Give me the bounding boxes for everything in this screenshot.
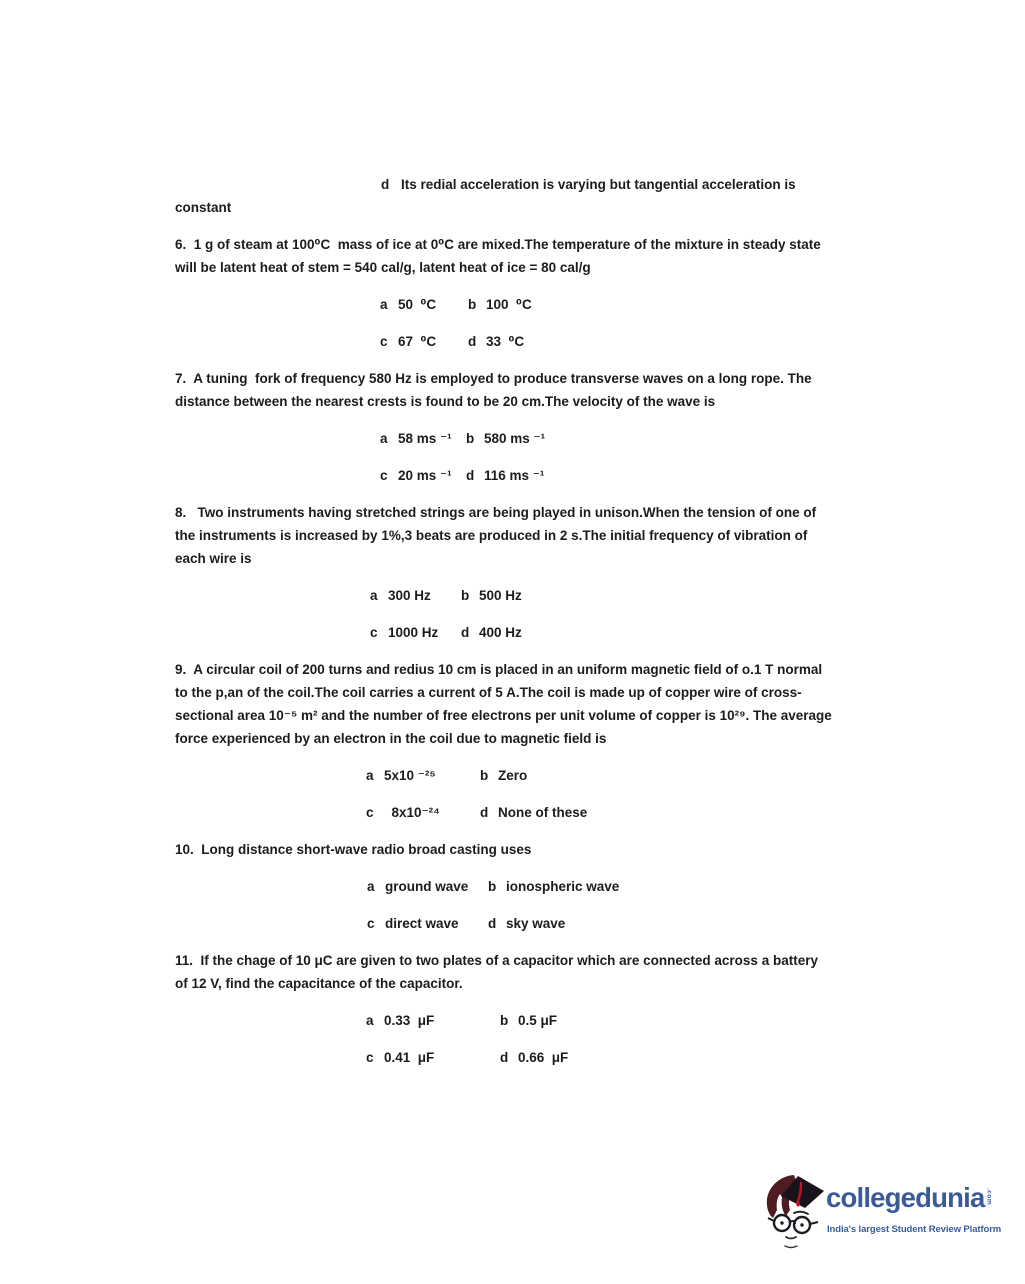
option-text: 33 ⁰C <box>486 334 525 349</box>
text-line: 8. Two instruments having stretched strings are being played in unison.When the tension of one of <box>175 505 817 520</box>
option-letter: d <box>466 468 475 483</box>
option-row <box>175 1046 875 1069</box>
text-line: each wire is <box>175 551 252 566</box>
option-letter: c <box>380 334 388 349</box>
option-letter: b <box>461 588 470 603</box>
text-line: the instruments is increased by 1%,3 beats are produced in 2 s.The initial frequency of vibration of <box>175 528 808 543</box>
option-a <box>380 293 468 316</box>
question-8 <box>175 501 875 644</box>
option-letter: b <box>488 879 497 894</box>
question-11-text <box>175 949 875 995</box>
text-line: 9. A circular coil of 200 turns and redius 10 cm is placed in an uniform magnetic field of o.1 T normal <box>175 662 823 677</box>
option-a <box>370 584 461 607</box>
option-text: 400 Hz <box>479 625 522 640</box>
option-text: 5x10 ⁻²⁵ <box>384 768 436 783</box>
collegedunia-logo <box>758 1168 1008 1272</box>
option-text: 0.41 μF <box>384 1050 435 1065</box>
option-d <box>500 1046 568 1069</box>
option-letter: a <box>366 1013 374 1028</box>
brand-tagline: India's largest Student Review Platform <box>827 1224 1002 1235</box>
question-11 <box>175 949 875 1069</box>
option-text: 8x10⁻²⁴ <box>384 805 440 820</box>
option-letter: d <box>480 805 489 820</box>
option-text: 300 Hz <box>388 588 431 603</box>
option-text: sky wave <box>506 916 566 931</box>
option-letter: b <box>466 431 475 446</box>
option-text: 580 ms ⁻¹ <box>484 431 546 446</box>
option-text: 0.66 μF <box>518 1050 569 1065</box>
option-letter: d <box>381 177 390 192</box>
brand-wordmark-row <box>826 1181 993 1214</box>
option-text: 0.5 μF <box>518 1013 558 1028</box>
text-line: of 12 V, find the capacitance of the capacitor. <box>175 976 463 991</box>
text-line: force experienced by an electron in the coil due to magnetic field is <box>175 731 607 746</box>
option-letter: c <box>366 805 374 820</box>
option-c <box>370 621 461 644</box>
option-letter: a <box>370 588 378 603</box>
option-a <box>366 764 480 787</box>
question-10-text <box>175 838 875 861</box>
option-c <box>366 801 480 824</box>
option-d-continuation <box>175 173 875 219</box>
option-row <box>175 912 875 935</box>
question-7-text <box>175 367 875 413</box>
option-letter: b <box>500 1013 509 1028</box>
option-letter: a <box>366 768 374 783</box>
brand-domain-suffix: .com <box>985 1188 993 1206</box>
option-text: ionospheric wave <box>506 879 620 894</box>
option-letter: b <box>468 297 477 312</box>
text-line: will be latent heat of stem = 540 cal/g, latent heat of ice = 80 cal/g <box>175 260 591 275</box>
question-7 <box>175 367 875 487</box>
question-6 <box>175 233 875 353</box>
option-row <box>175 427 875 450</box>
option-row <box>175 293 875 316</box>
option-d <box>488 912 565 935</box>
text-line: 11. If the chage of 10 μC are given to two plates of a capacitor which are connected across a battery <box>175 953 818 968</box>
question-9-text <box>175 658 875 750</box>
option-text: ground wave <box>385 879 469 894</box>
option-b <box>461 584 522 607</box>
option-d <box>461 621 522 644</box>
option-text: 1000 Hz <box>388 625 439 640</box>
question-9 <box>175 658 875 824</box>
brand-wordmark: collegedunia <box>826 1182 985 1213</box>
option-row <box>175 1009 875 1032</box>
option-letter: c <box>380 468 388 483</box>
option-d <box>466 464 544 487</box>
text-line: sectional area 10⁻⁵ m² and the number of free electrons per unit volume of copper is 10²⁹. The average <box>175 708 832 723</box>
option-text: 67 ⁰C <box>398 334 437 349</box>
option-row <box>175 584 875 607</box>
question-10 <box>175 838 875 935</box>
option-a <box>380 427 466 450</box>
option-text: Its redial acceleration is varying but tangential acceleration is <box>401 177 796 192</box>
option-row <box>175 875 875 898</box>
option-text: 50 ⁰C <box>398 297 437 312</box>
option-letter: c <box>366 1050 374 1065</box>
option-b <box>466 427 545 450</box>
text-line: 7. A tuning fork of frequency 580 Hz is employed to produce transverse waves on a long rope. The <box>175 371 812 386</box>
option-row <box>175 764 875 787</box>
collegedunia-mascot-icon <box>758 1168 836 1264</box>
option-letter: d <box>468 334 477 349</box>
option-letter: a <box>367 879 375 894</box>
option-c <box>380 464 466 487</box>
option-a <box>366 1009 500 1032</box>
question-8-text <box>175 501 875 570</box>
option-row <box>175 801 875 824</box>
option-letter: c <box>367 916 375 931</box>
question-paper-content <box>175 173 875 1069</box>
option-row <box>175 621 875 644</box>
option-text: 116 ms ⁻¹ <box>484 468 545 483</box>
option-text: 500 Hz <box>479 588 522 603</box>
option-text: direct wave <box>385 916 459 931</box>
option-letter: c <box>370 625 378 640</box>
option-letter: a <box>380 297 388 312</box>
option-b <box>468 293 532 316</box>
option-text: 0.33 μF <box>384 1013 435 1028</box>
option-text: None of these <box>498 805 588 820</box>
option-c <box>366 1046 500 1069</box>
option-row <box>175 464 875 487</box>
option-d <box>468 330 524 353</box>
option-text: Zero <box>498 768 528 783</box>
option-letter: d <box>461 625 470 640</box>
text-line: constant <box>175 200 232 215</box>
option-letter: d <box>500 1050 509 1065</box>
option-b <box>480 764 527 787</box>
option-text: 100 ⁰C <box>486 297 532 312</box>
text-line: 6. 1 g of steam at 100⁰C mass of ice at 0⁰C are mixed.The temperature of the mixture in steady state <box>175 237 821 252</box>
text-line: 10. Long distance short-wave radio broad casting uses <box>175 842 532 857</box>
option-b <box>488 875 619 898</box>
option-d <box>480 801 587 824</box>
question-6-text <box>175 233 875 279</box>
text-line: to the p,an of the coil.The coil carries a current of 5 A.The coil is made up of copper wire of cross- <box>175 685 802 700</box>
text-line: distance between the nearest crests is found to be 20 cm.The velocity of the wave is <box>175 394 716 409</box>
option-c <box>367 912 488 935</box>
option-c <box>380 330 468 353</box>
text-line <box>175 173 875 196</box>
option-b <box>500 1009 557 1032</box>
option-letter: a <box>380 431 388 446</box>
option-a <box>367 875 488 898</box>
option-letter: d <box>488 916 497 931</box>
option-letter: b <box>480 768 489 783</box>
option-text: 20 ms ⁻¹ <box>398 468 452 483</box>
option-text: 58 ms ⁻¹ <box>398 431 452 446</box>
option-row <box>175 330 875 353</box>
